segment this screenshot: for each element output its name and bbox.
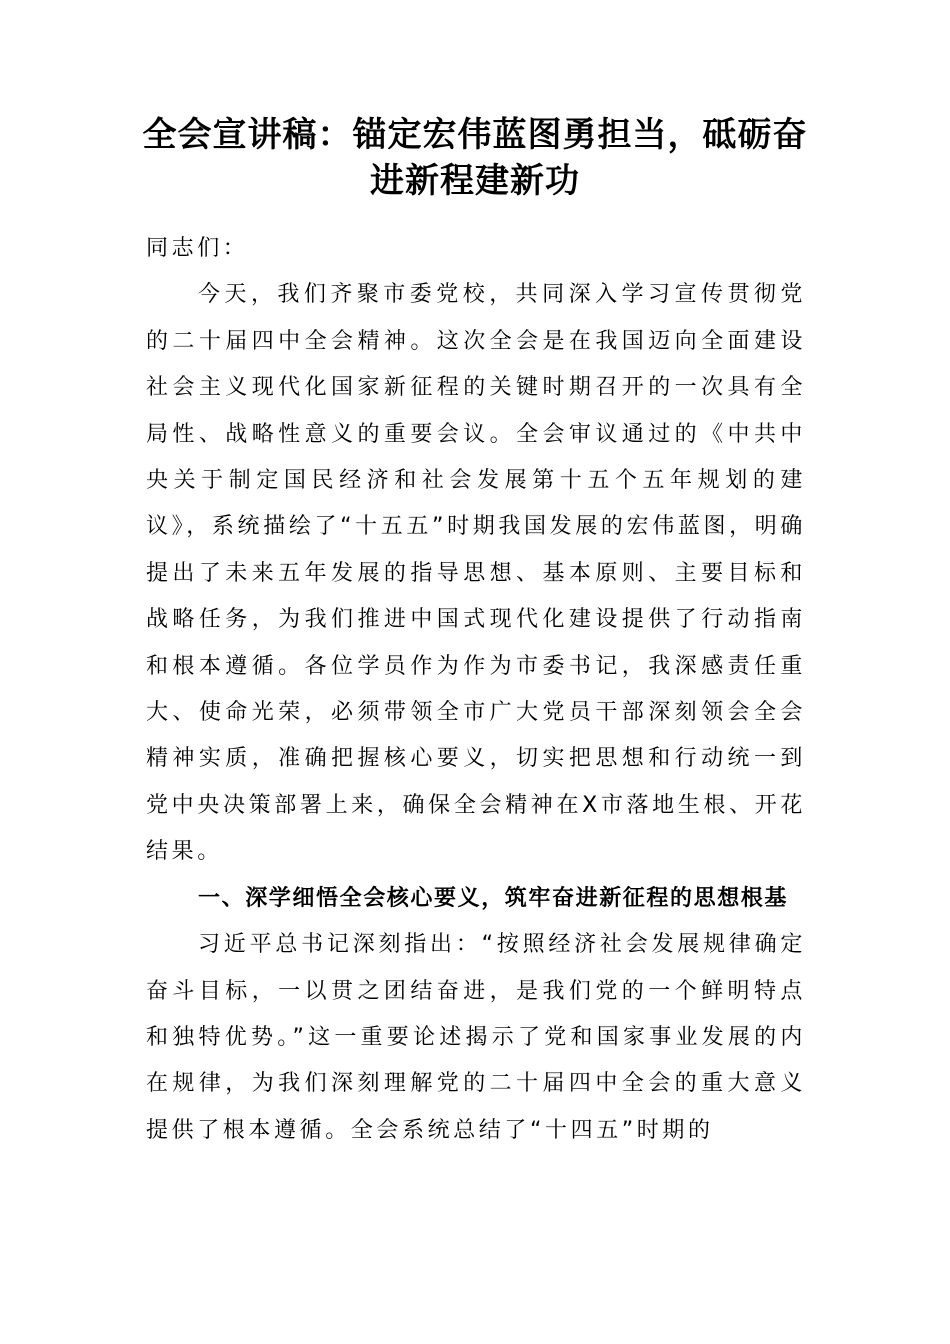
section-paragraph: 习近平总书记深刻指出：“按照经济社会发展规律确定奋斗目标，一以贯之团结奋进，是我们党的一个鲜明特点和独特优势。”这一重要论述揭示了党和国家事业发展的内在规律，为我们深刻理解党的二十届四中全会的重大意义提供了根本遵循。全会系统总结了“十四五”时期的: [146, 932, 806, 1143]
intro-paragraph: 今天，我们齐聚市委党校，共同深入学习宣传贯彻党的二十届四中全会精神。这次全会是在我国迈向全面建设社会主义现代化国家新征程的关键时期召开的一次具有全局性、战略性意义的重要会议。全会审议通过的《中共中央关于制定国民经济和社会发展第十五个五年规划的建议》，系统描绘了“十五五”时期我国发展的宏伟蓝图，明确提出了未来五年发展的指导思想、基本原则、主要目标和战略任务，为我们推进中国式现代化建设提供了行动指南和根本遵循。各位学员作为作为市委书记，我深感责任重大、使命光荣，必须带领全市广大党员干部深刻领会全会精神实质，准确把握核心要义，切实把思想和行动统一到党中央决策部署上来，确保全会精神在X市落地生根、开花结果。: [146, 282, 806, 865]
section-heading: 一、深学细悟全会核心要义，筑牢奋进新征程的思想根基: [198, 885, 789, 911]
document-title: 全会宣讲稿：锚定宏伟蓝图勇担当，砥砺奋进新程建新功: [142, 115, 808, 201]
document-body: [146, 226, 806, 1154]
greeting: 同志们：: [146, 236, 249, 261]
